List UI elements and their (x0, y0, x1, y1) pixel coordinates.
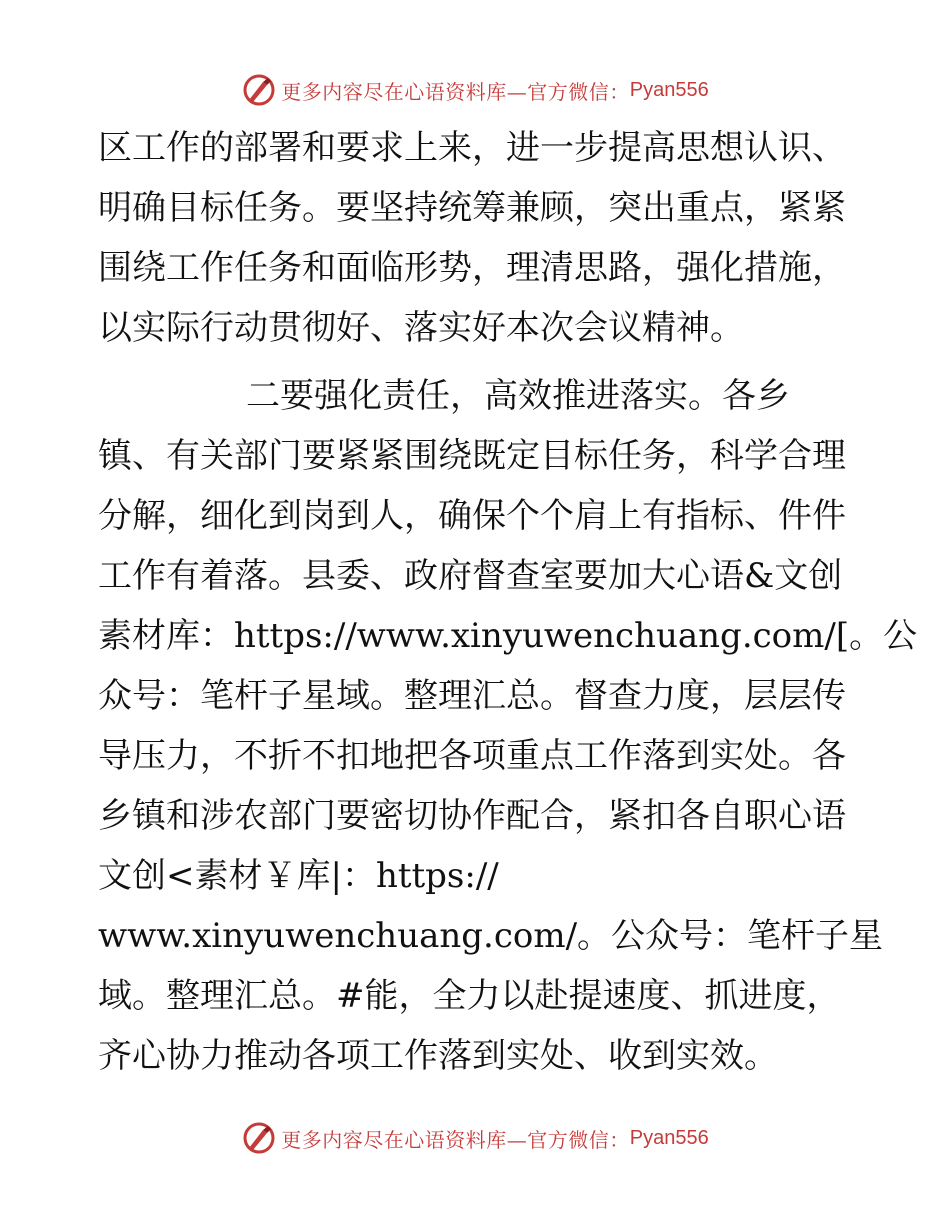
text-line: 区工作的部署和要求上来，进一步提高思想认识、 (98, 128, 846, 168)
watermark-wechat-id: Pyan556 (629, 78, 709, 101)
text-line: www.xinyuwenchuang.com/。公众号：笔杆子星 (98, 916, 884, 956)
text-line: 工作有着落。县委、政府督查室要加大心语&文创 (98, 556, 843, 596)
pen-logo-icon (241, 72, 277, 108)
text-line: 分解，细化到岗到人，确保个个肩上有指标、件件 (98, 496, 846, 536)
text-line: 围绕工作任务和面临形势，理清思路，强化措施， (98, 248, 846, 288)
pen-logo-icon (241, 1120, 277, 1156)
text-line: 以实际行动贯彻好、落实好本次会议精神。 (98, 308, 744, 348)
text-line: 镇、有关部门要紧紧围绕既定目标任务，科学合理 (98, 436, 846, 476)
text-line: 二要强化责任，高效推进落实。各乡 (246, 376, 790, 416)
text-line: 明确目标任务。要坚持统筹兼顾，突出重点，紧紧 (98, 188, 846, 228)
text-line: 文创<素材￥库|：https:// (98, 856, 499, 896)
text-line: 齐心协力推动各项工作落到实处、收到实效。 (98, 1036, 778, 1076)
text-line: 导压力，不折不扣地把各项重点工作落到实处。各 (98, 736, 846, 776)
watermark-text: 更多内容尽在心语资料库—官方微信： (281, 79, 630, 104)
watermark-text: 更多内容尽在心语资料库—官方微信： (281, 1127, 630, 1152)
text-line: 众号：笔杆子星域。整理汇总。督查力度，层层传 (98, 676, 846, 716)
text-line: 乡镇和涉农部门要密切协作配合，紧扣各自职心语 (98, 796, 846, 836)
text-line: 域。整理汇总。#能，全力以赴提速度、抓进度， (98, 976, 841, 1016)
header-watermark (0, 70, 950, 110)
watermark-wechat-id: Pyan556 (629, 1126, 709, 1149)
footer-watermark (0, 1118, 950, 1158)
text-line: 素材库：https://www.xinyuwenchuang.com/[。公 (98, 616, 918, 656)
